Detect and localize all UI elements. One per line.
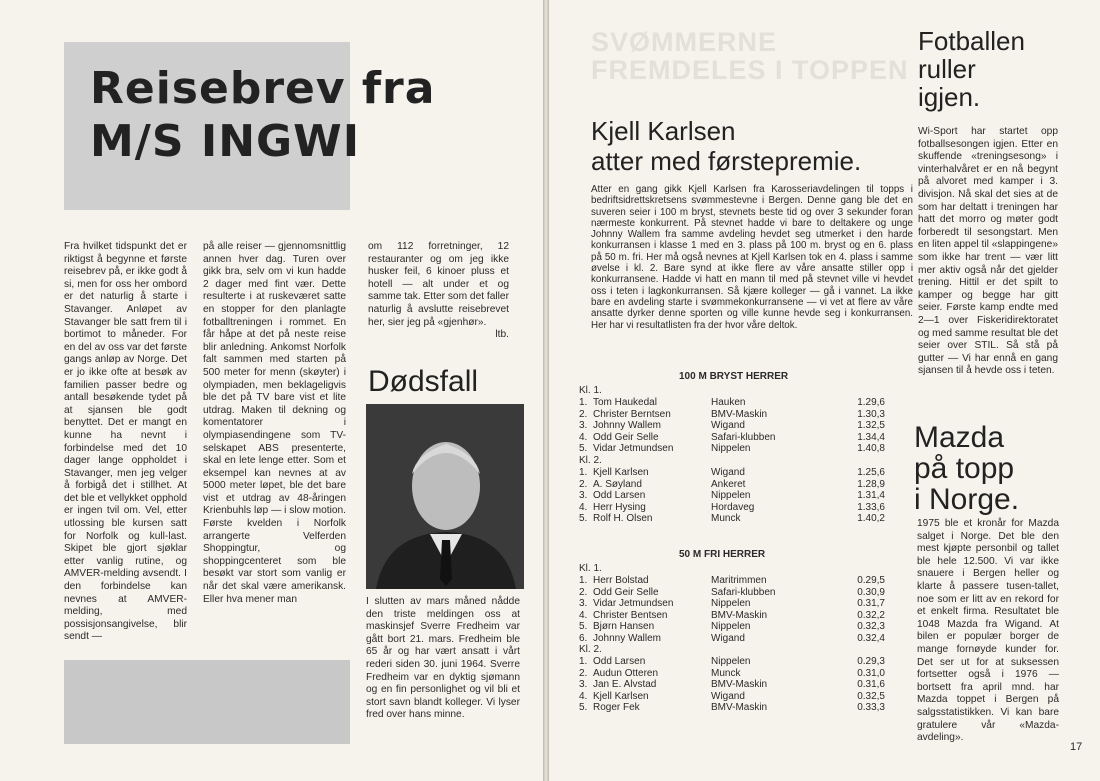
results-time: 1.29,6 <box>857 397 885 408</box>
article-column-1 <box>64 241 187 644</box>
results-name: Odd Larsen <box>593 490 646 501</box>
dodsfall-heading: Dødsfall <box>368 365 479 398</box>
signature: ltb. <box>495 329 509 341</box>
results-place: 3. <box>579 420 588 431</box>
swim-headline-line-2: atter med førstepremie. <box>591 146 862 176</box>
mazda-heading <box>914 422 1019 515</box>
fotball-heading-line-3: igjen. <box>918 82 981 112</box>
results-time: 1.25,6 <box>857 467 885 478</box>
results-name: Rolf H. Olsen <box>593 513 653 524</box>
results-name: Herr Hysing <box>593 501 646 513</box>
results-name: Kjell Karlsen <box>593 467 649 478</box>
results-club: Hauken <box>711 397 746 408</box>
faded-heading-line-2: FREMDELES I TOPPEN <box>591 55 909 85</box>
results-time: 1.40,2 <box>857 513 885 524</box>
dodsfall-column <box>366 596 520 722</box>
results-name: Vidar Jetmundsen <box>593 598 674 609</box>
results-place: 5. <box>579 513 588 524</box>
mazda-text: 1975 ble et kronår for Mazda salget i Norge. Det ble den mest kjøpte personbil og tallet ble hele 12.500. Vi var ikke snauere i Bergen heller og klarte å passere tusen-tallet, noe som er litt av en rekord for et enkelt firma. Resultatet ble 1048 Mazda fra Wigand. At bilen er populær borger de mange fornøyde kunder for. Det ser ut for at suksessen fortsetter også i 1976 — bortsett fra april mnd. har Mazda toppet i Bergen på salgsstatistikken. Vi kan bare gratulere vår «Mazda-avdeling». <box>917 518 1059 744</box>
title-line-1: Reisebrev fra <box>90 63 436 114</box>
results-event-title: 50 M FRI HERRER <box>679 549 766 560</box>
results-club: Nippelen <box>711 598 751 609</box>
results-club: Wigand <box>711 420 745 431</box>
results-time: 0.32,5 <box>857 690 885 702</box>
results-name: Jan E. Alvstad <box>593 679 657 690</box>
mazda-heading-line-2: på topp <box>914 452 1015 485</box>
results-time: 1.34,4 <box>857 431 885 443</box>
results-table <box>579 397 885 455</box>
results-row <box>579 420 885 432</box>
results-time: 0.31,0 <box>857 667 885 679</box>
swim-intro <box>591 184 913 331</box>
results-place: 4. <box>579 690 588 702</box>
page-number: 17 <box>1070 741 1083 753</box>
results-row <box>579 691 885 703</box>
results-name: Audun Otteren <box>593 667 659 679</box>
results-name: Bjørn Hansen <box>593 621 655 632</box>
results-time: 1.30,3 <box>857 408 885 420</box>
swim-headline <box>591 116 861 176</box>
results-place: 4. <box>579 431 588 443</box>
fotball-heading <box>918 27 1025 111</box>
article-column-3 <box>368 241 509 342</box>
results-time: 1.28,9 <box>857 478 885 490</box>
results-name: Johnny Wallem <box>593 420 661 431</box>
results-row <box>579 679 885 691</box>
results-club: Safari-klubben <box>711 431 776 443</box>
results-table <box>579 575 885 644</box>
results-club: BMV-Maskin <box>711 679 768 690</box>
fotball-column <box>918 126 1058 378</box>
results-name: Odd Geir Selle <box>593 431 659 443</box>
results-place: 1. <box>579 397 588 408</box>
results-time: 1.33,6 <box>857 501 885 513</box>
results-row <box>579 575 885 587</box>
results-name: Vidar Jetmundsen <box>593 443 674 454</box>
results-name: Herr Bolstad <box>593 575 649 586</box>
swim-intro-text: Atter en gang gikk Kjell Karlsen fra Karosseriavdelingen til topps i bedriftsidrettskretsens svømmestevne i Bergen. Denne gang ble det en suveren seier i 100 m bryst, stevnets beste tid og over 3 sekunder foran nærmeste konkurrent. På stevnet hadde vi bare to deltakere og unge Johnny Wallem fra samme avdeling hevdet seg utmerket i den harde konkurransen i klasse 1 med en 3. plass på 100 m. bryst og en 6. plass på 50 m. fri. Her må også nevnes at Kjell Karlsen tok en 4. plass i samme øvelse i kl. 2. Bare synd at ikke flere av våre ansatte stiller opp i konkurransene. Hadde vi hatt en mann til med på stevnet ville vi hevdet oss i teten i lagkonkurransen. Så kjære kolleger — gå i vannet. La ikke bare en avdeling starte i svømmekonkurransene — vi vet at flere av våre ansatte dyrker denne sporten og ville kunne hevde seg i konkurransen. Her har vi resultatlisten fra der hvor våre deltok. <box>591 184 913 331</box>
results-time: 0.31,7 <box>857 598 885 609</box>
results-place: 5. <box>579 702 588 713</box>
results-club: Safari-klubben <box>711 586 776 598</box>
results-time: 0.32,4 <box>857 632 885 644</box>
results-club: Nippelen <box>711 490 751 501</box>
results-name: Johnny Wallem <box>593 632 661 644</box>
results-place: 3. <box>579 598 588 609</box>
results-place: 2. <box>579 408 588 420</box>
results-row <box>579 432 885 444</box>
results-table <box>579 467 885 525</box>
article-column-2 <box>203 241 346 606</box>
results-club: Nippelen <box>711 656 751 667</box>
results-name: Christer Berntsen <box>593 408 671 420</box>
portrait-photo <box>366 404 524 589</box>
results-club: Maritrimmen <box>711 575 767 586</box>
results-row <box>579 587 885 599</box>
results-time: 1.32,5 <box>857 420 885 431</box>
results-club: Nippelen <box>711 621 751 632</box>
results-class-label: Kl. 1. <box>579 385 602 396</box>
results-place: 4. <box>579 609 588 621</box>
mazda-column <box>917 518 1059 745</box>
results-time: 0.32,3 <box>857 621 885 632</box>
results-class-label: Kl. 1. <box>579 563 602 574</box>
results-row <box>579 409 885 421</box>
results-club: Ankeret <box>711 478 746 490</box>
results-name: Kjell Karlsen <box>593 690 649 702</box>
results-club: Wigand <box>711 690 745 702</box>
results-place: 5. <box>579 443 588 454</box>
mazda-heading-line-1: Mazda <box>914 421 1005 454</box>
faded-heading <box>591 28 909 84</box>
results-club: Munck <box>711 667 741 679</box>
results-club: Wigand <box>711 467 745 478</box>
results-place: 1. <box>579 467 588 478</box>
swim-headline-line-1: Kjell Karlsen <box>591 116 736 146</box>
faded-heading-line-1: SVØMMERNE <box>591 27 778 57</box>
fotball-heading-line-2: ruller <box>918 54 976 84</box>
left-page <box>0 0 543 781</box>
results-row <box>579 467 885 479</box>
results-club: Munck <box>711 513 741 524</box>
results-place: 2. <box>579 586 588 598</box>
column-2-text: på alle reiser — gjennomsnittlig annen hver dag. Turen over gikk bra, selv om vi kun hadde 2 dager med fint vær. Dette resulterte i at ruskeværet satte en stopper for den planlagte fotballtreningen i rommet. En får håpe at det på neste reise blir anledning. Ankomst Norfolk falt sammen med starten på 500 meter for menn (skøyter) i olympiaden, men beklageligvis ble det på TV bare vist et lite utdrag. Maken til dekning og komentatorer i olympiasendingene som TV-selskapet ABS presenterte, skal en lete lenge etter. Som et eksempel kan nevnes at av 5000 meter løpet, ble det bare vist et utdrag av 48-åringen Krienbuhls løp — i slow motion. Første kvelden i Norfolk arrangerte Velferden Shoppingtur, og shoppingcenteret som ble besøkt var stort som vanlig er når det skal være amerikansk. Eller hva mener man <box>203 241 346 605</box>
results-name: Tom Haukedal <box>593 397 657 408</box>
results-event-title: 100 M BRYST HERRER <box>679 371 789 382</box>
results-name: Roger Fek <box>593 702 640 713</box>
results-name: Odd Geir Selle <box>593 586 659 598</box>
results-name: Christer Bentsen <box>593 609 668 621</box>
results-row <box>579 513 885 525</box>
results-time: 0.32,2 <box>857 609 885 621</box>
results-club: Wigand <box>711 632 745 644</box>
results-place: 1. <box>579 575 588 586</box>
results-row <box>579 502 885 514</box>
results-time: 0.29,3 <box>857 656 885 667</box>
results-row <box>579 598 885 610</box>
results-time: 0.31,6 <box>857 679 885 690</box>
results-place: 2. <box>579 478 588 490</box>
results-club: Hordaveg <box>711 501 755 513</box>
results-place: 5. <box>579 621 588 632</box>
column-1-text: Fra hvilket tidspunkt det er riktigst å begynne et første reisebrev på, er ikke godt å si, men for oss her ombord er det naturlig å starte i Stavanger. Anløpet av Stavanger ble satt frem til i bortimot to måneder. For en del av oss var det første gangs anløp av Norge. Det er jo ikke ofte at besøk av familien passer bedre og antall besøkende tydet på at sjansen ble godt benyttet. Det er mangt en kunne ha nevnt i forbindelse med det 10 dager lange oppholdet i Stavanger, men jeg velger å forbigå det i stillhet. At det ble et vellykket opphold er ingen tvil om. Vel, etter utlossing ble kursen satt for Norfolk og kull-last. Skipet ble gjort sjøklar etter vanlig rutine, og AMVER-melding avsendt. I den forbindelse kan nevnes at AMVER-melding, med possisjonsangivelse, blir sendt — <box>64 241 187 643</box>
portrait-image <box>366 404 524 589</box>
results-row <box>579 702 885 714</box>
results-place: 3. <box>579 490 588 501</box>
fotball-heading-line-1: Fotballen <box>918 26 1025 56</box>
results-row <box>579 656 885 668</box>
results-row <box>579 479 885 491</box>
results-place: 6. <box>579 632 588 644</box>
results-row <box>579 668 885 680</box>
results-place: 2. <box>579 667 588 679</box>
results-club: Nippelen <box>711 443 751 454</box>
results-row <box>579 397 885 409</box>
results-table <box>579 656 885 714</box>
results-class-label: Kl. 2. <box>579 644 602 655</box>
results-time: 0.33,3 <box>857 702 885 713</box>
right-page <box>549 0 1100 781</box>
results-place: 1. <box>579 656 588 667</box>
results-time: 1.31,4 <box>857 490 885 501</box>
grey-box <box>64 660 350 744</box>
results-name: A. Søyland <box>593 478 642 490</box>
results-class-label: Kl. 2. <box>579 455 602 466</box>
results-club: BMV-Maskin <box>711 702 768 713</box>
results-row <box>579 610 885 622</box>
mazda-heading-line-3: i Norge. <box>914 483 1020 516</box>
dodsfall-text: I slutten av mars måned nådde den triste meldingen oss at maskinsjef Sverre Fredheim var gått bort 21. mars. Fredheim ble 65 år og har vært ansatt i vårt rederi siden 30. juni 1964. Sverre Fredheim var en dyktig sjømann og en fin personlighet og vil bli et stort savn blandt kolleger. Vi lyser fred over hans minne. <box>366 596 520 721</box>
results-place: 3. <box>579 679 588 690</box>
results-name: Odd Larsen <box>593 656 646 667</box>
results-time: 1.40,8 <box>857 443 885 454</box>
results-time: 0.29,5 <box>857 575 885 586</box>
results-club: BMV-Maskin <box>711 609 768 621</box>
results-place: 4. <box>579 501 588 513</box>
article-title <box>90 62 435 168</box>
fotball-text: Wi-Sport har startet opp fotballsesongen igjen. Etter en skuffende «treningsesong» i vinterhalvåret er en nå begynt på alvoret med kamper i 3. divisjon. Nå skal det sies at de som har deltatt i treningen har hatt det morro og møter godt forberedt til sesongstart. Men en liten appel til «slappingene» som ikke har trent — vær litt mer aktiv også når det gjelder trening. Hittil er det spilt to kamper og begge har gitt seier. Første kamp endte med 2—1 over Fiskeridirektoratet og med samme resultat ble det seier over STIL. Så stå på gutter — Vi har ennå en gang sjansen til å hevde oss i teten. <box>918 126 1058 377</box>
results-row <box>579 490 885 502</box>
results-club: BMV-Maskin <box>711 408 768 420</box>
results-row <box>579 443 885 455</box>
results-row <box>579 633 885 645</box>
column-3-text: om 112 forretninger, 12 restauranter og om jeg ikke husker feil, 6 kinoer pluss et hotell — alt under et og samme tak. Etter som det faller naturlig å avslutte reisebrevet her, sier jeg på «gjenhør». <box>368 241 509 328</box>
results-row <box>579 621 885 633</box>
results-time: 0.30,9 <box>857 586 885 598</box>
title-line-2: M/S INGWI <box>90 116 361 167</box>
